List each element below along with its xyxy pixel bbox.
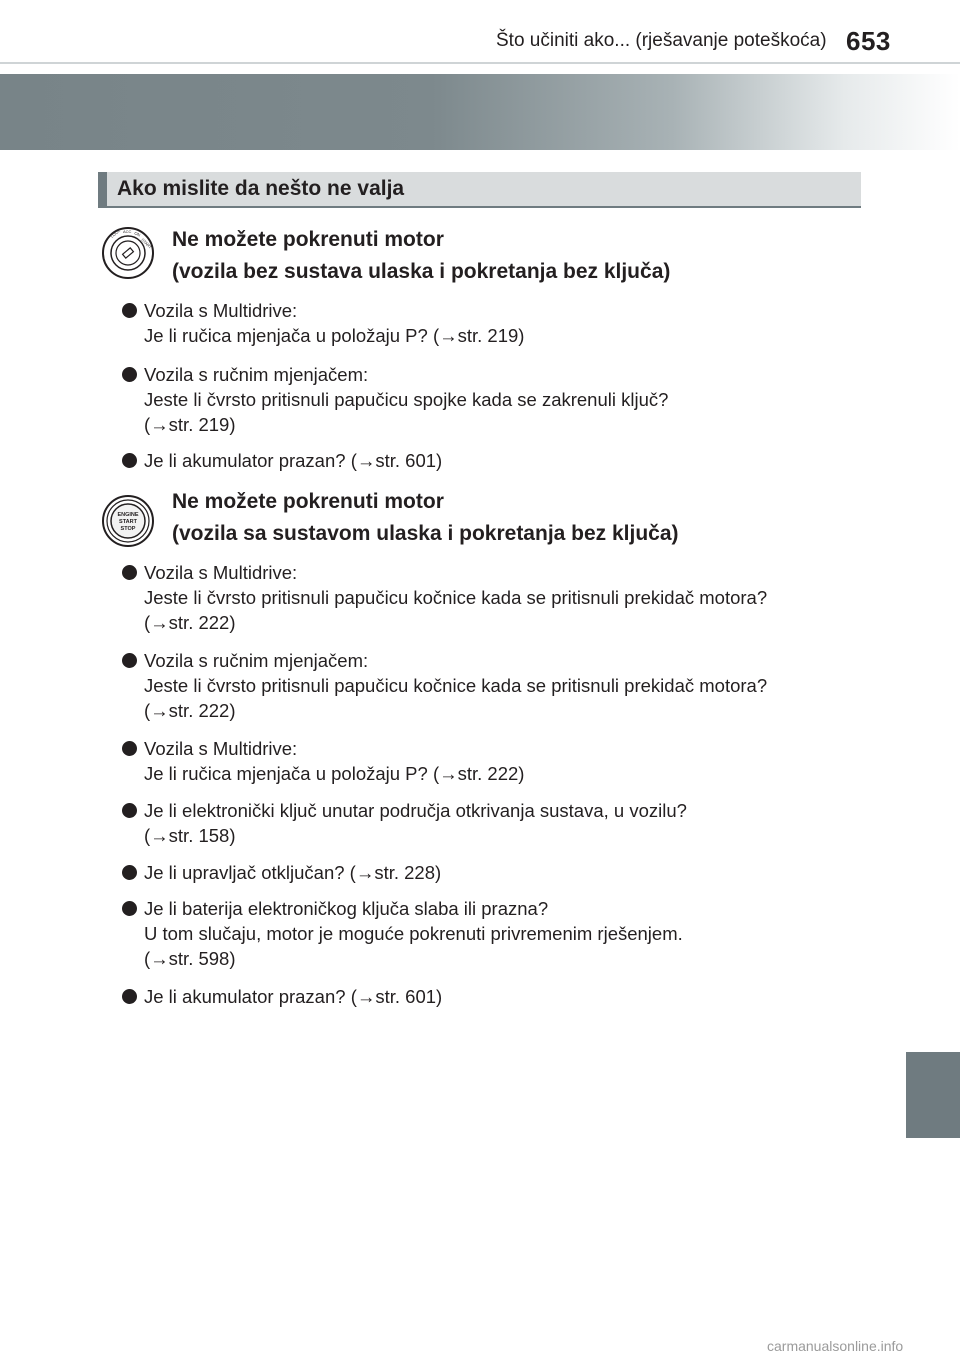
bullet-icon (122, 989, 137, 1004)
bullet-icon (122, 565, 137, 580)
svg-text:ON: ON (133, 230, 142, 238)
subsection-heading-line: (vozila bez sustava ulaska i pokretanja bez ključa) (172, 260, 671, 283)
icon-label: STOP (120, 526, 136, 532)
list-item (122, 448, 862, 473)
list-item-text: Vozila s ručnim mjenjačem: (144, 364, 369, 385)
bullet-icon (122, 865, 137, 880)
header-title: Što učiniti ako... (rješavanje poteškoća) (496, 30, 827, 51)
list-item-text: Jeste li čvrsto pritisnuli papučicu kočnice kada se pritisnuli prekidač motora? (144, 675, 768, 696)
svg-text:LOCK: LOCK (109, 227, 121, 239)
list-item-text: Je li akumulator prazan? (→str. 601) (144, 986, 443, 1007)
list-item (122, 860, 862, 885)
engine-start-stop-button-icon (101, 494, 155, 548)
chapter-banner (0, 74, 960, 150)
section-title: Ako mislite da nešto ne valja (117, 177, 405, 200)
page-number: 653 (846, 26, 891, 56)
list-item-text: Je li upravljač otključan? (→str. 228) (144, 862, 442, 883)
list-item-text: U tom slučaju, motor je moguće pokrenuti privremenim rješenjem. (144, 923, 683, 944)
list-item-text: (→str. 222) (144, 700, 236, 721)
subsection-heading-line: Ne možete pokrenuti motor (172, 228, 444, 251)
list-item-text: Je li baterija elektroničkog ključa slaba ili prazna? (144, 898, 549, 919)
subsection-heading-line: Ne možete pokrenuti motor (172, 490, 444, 513)
list-item-text: (→str. 219) (144, 414, 236, 435)
list-item-text: Jeste li čvrsto pritisnuli papučicu kočnice kada se pritisnuli prekidač motora? (144, 587, 768, 608)
list-item-text: Vozila s ručnim mjenjačem: (144, 650, 369, 671)
list-item (122, 362, 862, 437)
header-divider (0, 62, 960, 64)
watermark: carmanualsonline.info (767, 1338, 904, 1354)
list-item-text: Je li akumulator prazan? (→str. 601) (144, 450, 443, 471)
section-header (98, 172, 861, 208)
svg-text:START: START (140, 237, 153, 250)
subsection-heading (172, 486, 679, 550)
subsection-heading-line: (vozila sa sustavom ulaska i pokretanja bez ključa) (172, 522, 679, 545)
list-item (122, 984, 862, 1009)
list-item-text: Vozila s Multidrive: (144, 738, 298, 759)
section-header-accent (98, 172, 107, 208)
list-item (122, 736, 862, 786)
bullet-icon (122, 453, 137, 468)
subsection-heading (172, 224, 670, 288)
list-item-text: Jeste li čvrsto pritisnuli papučicu spojke kada se zakrenuli ključ? (144, 389, 669, 410)
bullet-icon (122, 303, 137, 318)
bullet-icon (122, 901, 137, 916)
list-item (122, 298, 862, 348)
bullet-icon (122, 367, 137, 382)
icon-label: START (119, 519, 137, 525)
list-item-text: (→str. 158) (144, 825, 236, 846)
list-item (122, 798, 862, 848)
list-item-text: Vozila s Multidrive: (144, 300, 298, 321)
list-item-text: Vozila s Multidrive: (144, 562, 298, 583)
list-item-text: Je li elektronički ključ unutar područja otkrivanja sustava, u vozilu? (144, 800, 687, 821)
list-item (122, 648, 862, 723)
list-item-text: (→str. 598) (144, 948, 236, 969)
svg-text:ACC: ACC (123, 229, 132, 234)
list-item-text: Je li ručica mjenjača u položaju P? (→str. 219) (144, 325, 525, 346)
list-item-text: (→str. 222) (144, 612, 236, 633)
icon-label: ENGINE (117, 512, 139, 518)
chapter-side-tab (906, 1052, 960, 1138)
list-item-text: Je li ručica mjenjača u položaju P? (→str. 222) (144, 763, 525, 784)
bullet-icon (122, 741, 137, 756)
list-item (122, 560, 862, 635)
ignition-key-switch-icon (101, 226, 155, 280)
list-item (122, 896, 862, 971)
bullet-icon (122, 653, 137, 668)
bullet-icon (122, 803, 137, 818)
